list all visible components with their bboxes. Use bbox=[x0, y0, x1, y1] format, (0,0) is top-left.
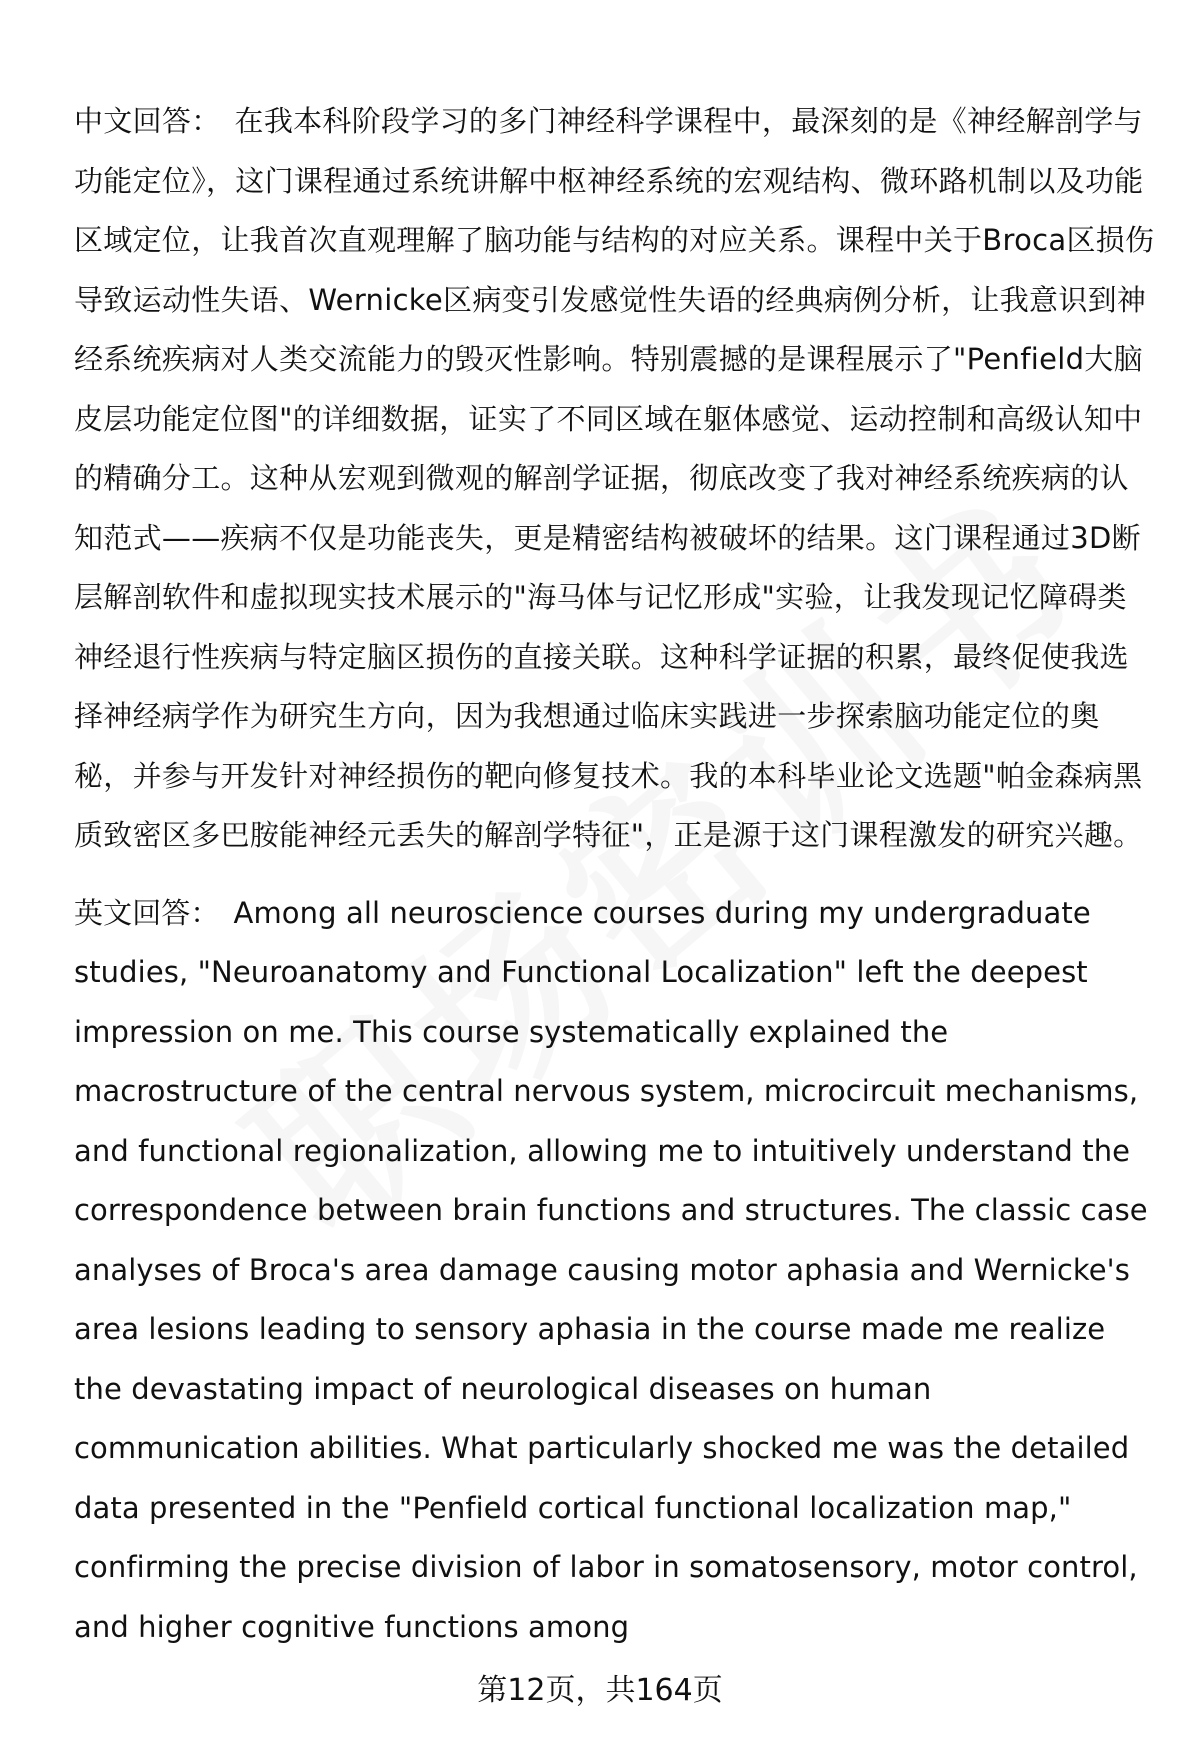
english-answer-paragraph bbox=[74, 884, 1156, 1658]
document-body bbox=[74, 92, 1156, 1657]
chinese-answer-paragraph bbox=[74, 92, 1156, 866]
chinese-answer-label: 中文回答： bbox=[74, 104, 221, 138]
page-number: 第12页，共164页 bbox=[477, 1673, 723, 1708]
english-answer-text: Among all neuroscience courses during my undergraduate studies, "Neuroanatomy and Functional Localization" left the deepest impression on me. This course systematically explained the macrostructure of the central nervous system, microcircuit mechanisms, and functional regionalization, allowing me to intuitively understand the correspondence between brain functions and structures. The classic case analyses of Broca's area damage causing motor aphasia and Wernicke's area lesions leading to sensory aphasia in the course made me realize the devastating impact of neurological diseases on human communication abilities. What particularly shocked me was the detailed data presented in the "Penfield cortical functional localization map," confirming the precise division of labor in somatosensory, motor control, and higher cognitive functions among bbox=[74, 895, 1148, 1644]
chinese-answer-text: 在我本科阶段学习的多门神经科学课程中，最深刻的是《神经解剖学与功能定位》，这门课程通过系统讲解中枢神经系统的宏观结构、微环路机制以及功能区域定位，让我首次直观理解了脑功能与结构的对应关系。课程中关于Broca区损伤导致运动性失语、Wernicke区病变引发感觉性失语的经典病例分析，让我意识到神经系统疾病对人类交流能力的毁灭性影响。特别震撼的是课程展示了"Penfield大脑皮层功能定位图"的详细数据，证实了不同区域在躯体感觉、运动控制和高级认知中的精确分工。这种从宏观到微观的解剖学证据，彻底改变了我对神经系统疾病的认知范式——疾病不仅是功能丧失，更是精密结构被破坏的结果。这门课程通过3D断层解剖软件和虚拟现实技术展示的"海马体与记忆形成"实验，让我发现记忆障碍类神经退行性疾病与特定脑区损伤的直接关联。这种科学证据的积累，最终促使我选择神经病学作为研究生方向，因为我想通过临床实践进一步探索脑功能定位的奥秘，并参与开发针对神经损伤的靶向修复技术。我的本科毕业论文选题"帕金森病黑质致密区多巴胺能神经元丢失的解剖学特征"，正是源于这门课程激发的研究兴趣。 bbox=[74, 104, 1155, 852]
english-answer-label: 英文回答： bbox=[74, 895, 220, 930]
